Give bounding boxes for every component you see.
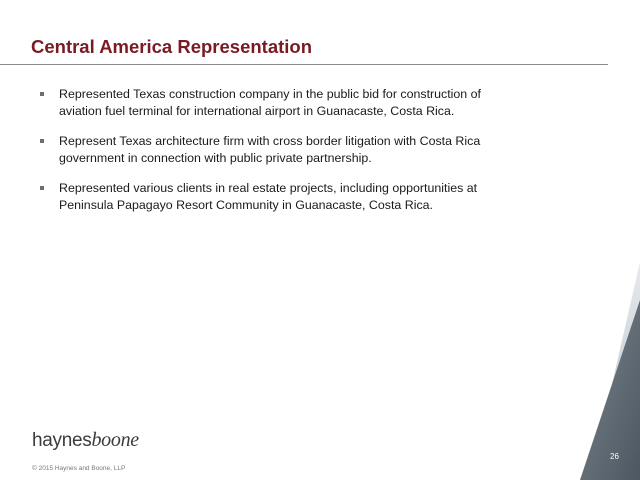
page-number: 26 <box>610 452 619 461</box>
logo-text-boone: boone <box>91 429 139 451</box>
slide-title: Central America Representation <box>31 36 313 57</box>
title-divider <box>0 64 608 65</box>
bullet-item <box>38 180 498 214</box>
bullet-list <box>38 86 498 227</box>
logo-text-haynes: haynes <box>32 430 92 451</box>
bullet-text: Represented various clients in real estate projects, including opportunities at Peninsula Papagayo Resort Community in Guanacaste, Costa Rica. <box>59 181 478 212</box>
square-bullet-icon <box>40 92 44 96</box>
square-bullet-icon <box>40 186 44 190</box>
bullet-text: Represent Texas architecture firm with cross border litigation with Costa Rica government in connection with public private partnership. <box>59 134 481 165</box>
bullet-item <box>38 86 498 120</box>
square-bullet-icon <box>40 139 44 143</box>
haynesboone-logo <box>32 429 139 452</box>
bullet-item <box>38 133 498 167</box>
bullet-text: Represented Texas construction company in the public bid for construction of aviation fuel terminal for international airport in Guanacaste, Costa Rica. <box>59 87 481 118</box>
copyright-notice: © 2015 Haynes and Boone, LLP <box>32 465 126 472</box>
